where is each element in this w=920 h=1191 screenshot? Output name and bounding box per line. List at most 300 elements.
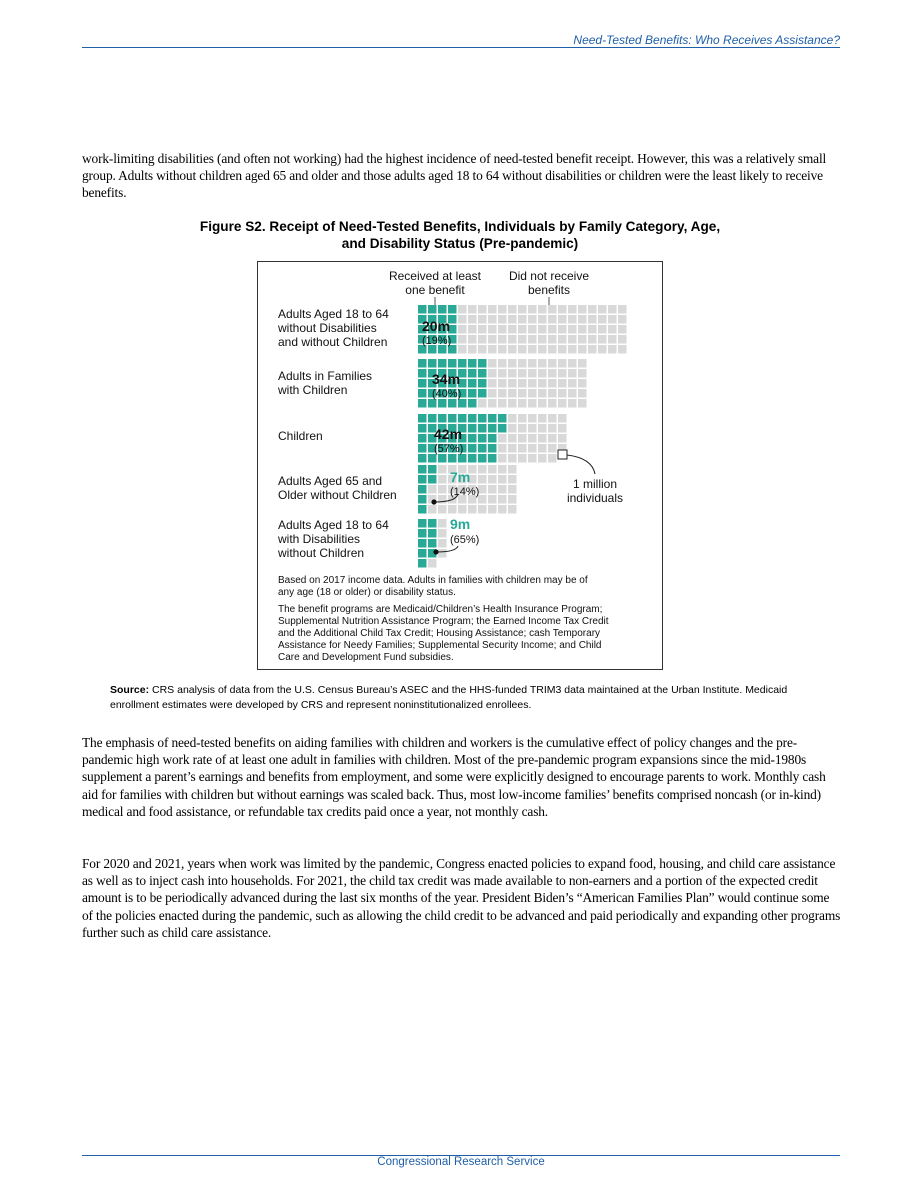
legend-callout-line bbox=[567, 455, 595, 474]
square-not-received bbox=[468, 345, 477, 354]
square-not-received bbox=[508, 485, 517, 494]
square-not-received bbox=[538, 424, 547, 433]
square-received bbox=[448, 399, 457, 408]
square-not-received bbox=[538, 325, 547, 334]
square-received bbox=[498, 414, 507, 423]
leader-dot-3 bbox=[431, 499, 436, 504]
square-not-received bbox=[438, 485, 447, 494]
square-not-received bbox=[508, 434, 517, 443]
square-not-received bbox=[618, 315, 627, 324]
value-label-3: 7m bbox=[450, 469, 471, 485]
square-not-received bbox=[548, 379, 557, 388]
square-received bbox=[418, 305, 427, 314]
square-received bbox=[418, 505, 427, 514]
square-not-received bbox=[498, 495, 507, 504]
square-not-received bbox=[538, 389, 547, 398]
square-not-received bbox=[478, 399, 487, 408]
square-received bbox=[438, 454, 447, 463]
square-not-received bbox=[468, 335, 477, 344]
square-received bbox=[428, 465, 437, 474]
share-label-1: (40%) bbox=[432, 388, 462, 400]
square-not-received bbox=[558, 389, 567, 398]
square-not-received bbox=[538, 369, 547, 378]
square-received bbox=[438, 305, 447, 314]
square-not-received bbox=[458, 325, 467, 334]
square-not-received bbox=[488, 485, 497, 494]
square-not-received bbox=[578, 359, 587, 368]
square-received bbox=[478, 379, 487, 388]
category-label-3-line-0: Adults Aged 65 and bbox=[278, 474, 383, 488]
square-received bbox=[418, 434, 427, 443]
square-not-received bbox=[548, 424, 557, 433]
square-received bbox=[418, 519, 427, 528]
square-not-received bbox=[598, 305, 607, 314]
category-label-4-line-2: without Children bbox=[278, 546, 365, 560]
square-not-received bbox=[568, 369, 577, 378]
square-not-received bbox=[588, 325, 597, 334]
square-not-received bbox=[538, 315, 547, 324]
square-not-received bbox=[478, 475, 487, 484]
programs-note-line-0: The benefit programs are Medicaid/Children’s Health Insurance Program; bbox=[278, 604, 603, 615]
square-not-received bbox=[538, 305, 547, 314]
square-not-received bbox=[568, 345, 577, 354]
square-not-received bbox=[488, 505, 497, 514]
square-received bbox=[458, 414, 467, 423]
programs-note-line-2: and the Additional Child Tax Credit; Housing Assistance; cash Temporary bbox=[278, 628, 601, 639]
square-received bbox=[418, 379, 427, 388]
square-received bbox=[418, 399, 427, 408]
square-not-received bbox=[578, 379, 587, 388]
waffle-chart bbox=[258, 262, 664, 671]
square-received bbox=[458, 399, 467, 408]
square-received bbox=[418, 369, 427, 378]
square-received bbox=[438, 359, 447, 368]
category-label-2-line-0: Children bbox=[278, 429, 323, 443]
square-not-received bbox=[498, 434, 507, 443]
square-not-received bbox=[488, 379, 497, 388]
figure-title bbox=[120, 218, 800, 252]
legend-label-line-2: individuals bbox=[566, 491, 624, 505]
footer-text: Congressional Research Service bbox=[377, 1156, 545, 1168]
square-received bbox=[418, 414, 427, 423]
square-not-received bbox=[478, 305, 487, 314]
square-not-received bbox=[558, 399, 567, 408]
square-not-received bbox=[458, 315, 467, 324]
square-not-received bbox=[488, 305, 497, 314]
square-not-received bbox=[558, 359, 567, 368]
value-label-4: 9m bbox=[450, 516, 471, 532]
square-not-received bbox=[518, 335, 527, 344]
share-label-2: (57%) bbox=[434, 443, 464, 455]
category-label-4-line-1: with Disabilities bbox=[278, 532, 361, 546]
square-not-received bbox=[518, 424, 527, 433]
square-not-received bbox=[568, 325, 577, 334]
square-not-received bbox=[438, 539, 447, 548]
square-not-received bbox=[468, 505, 477, 514]
square-not-received bbox=[518, 305, 527, 314]
square-not-received bbox=[498, 335, 507, 344]
square-not-received bbox=[498, 379, 507, 388]
square-received bbox=[478, 414, 487, 423]
square-not-received bbox=[518, 434, 527, 443]
square-not-received bbox=[498, 475, 507, 484]
square-not-received bbox=[508, 505, 517, 514]
square-not-received bbox=[448, 505, 457, 514]
square-not-received bbox=[508, 414, 517, 423]
square-not-received bbox=[568, 315, 577, 324]
square-not-received bbox=[458, 505, 467, 514]
category-label-3-line-1: Older without Children bbox=[278, 488, 397, 502]
square-not-received bbox=[518, 399, 527, 408]
square-not-received bbox=[618, 345, 627, 354]
square-not-received bbox=[548, 305, 557, 314]
square-received bbox=[428, 359, 437, 368]
square-not-received bbox=[488, 345, 497, 354]
square-received bbox=[468, 369, 477, 378]
square-received bbox=[418, 359, 427, 368]
square-not-received bbox=[478, 315, 487, 324]
square-not-received bbox=[508, 399, 517, 408]
share-label-3: (14%) bbox=[450, 486, 480, 498]
leader-dot-4 bbox=[433, 549, 438, 554]
square-not-received bbox=[568, 389, 577, 398]
square-not-received bbox=[428, 559, 437, 568]
square-not-received bbox=[548, 345, 557, 354]
square-not-received bbox=[508, 495, 517, 504]
square-received bbox=[468, 454, 477, 463]
square-not-received bbox=[558, 335, 567, 344]
square-received bbox=[478, 424, 487, 433]
square-not-received bbox=[548, 359, 557, 368]
square-received bbox=[418, 485, 427, 494]
square-not-received bbox=[528, 399, 537, 408]
square-not-received bbox=[478, 335, 487, 344]
square-not-received bbox=[438, 529, 447, 538]
value-label-2: 42m bbox=[434, 426, 463, 442]
square-not-received bbox=[578, 315, 587, 324]
square-not-received bbox=[558, 379, 567, 388]
square-not-received bbox=[488, 315, 497, 324]
square-not-received bbox=[518, 369, 527, 378]
share-label-4: (65%) bbox=[450, 534, 480, 546]
square-received bbox=[468, 359, 477, 368]
square-not-received bbox=[518, 325, 527, 334]
square-not-received bbox=[498, 315, 507, 324]
square-not-received bbox=[608, 315, 617, 324]
share-label-0: (19%) bbox=[422, 335, 452, 347]
square-not-received bbox=[488, 475, 497, 484]
square-not-received bbox=[508, 345, 517, 354]
square-received bbox=[478, 359, 487, 368]
square-not-received bbox=[548, 434, 557, 443]
square-not-received bbox=[568, 335, 577, 344]
square-not-received bbox=[528, 444, 537, 453]
square-not-received bbox=[548, 335, 557, 344]
square-received bbox=[468, 414, 477, 423]
square-not-received bbox=[578, 389, 587, 398]
square-not-received bbox=[438, 465, 447, 474]
source-text: CRS analysis of data from the U.S. Census Bureau’s ASEC and the HHS-funded TRIM3 data maintained at the Urban Institute. Medicaid enrollment estimates were developed by CRS and represent noninstitutionalized enrollees. bbox=[110, 684, 788, 711]
square-not-received bbox=[458, 335, 467, 344]
square-received bbox=[428, 475, 437, 484]
square-not-received bbox=[508, 454, 517, 463]
square-not-received bbox=[548, 444, 557, 453]
square-received bbox=[428, 454, 437, 463]
square-not-received bbox=[508, 315, 517, 324]
square-not-received bbox=[518, 315, 527, 324]
square-received bbox=[418, 424, 427, 433]
chart-note-line-1: any age (18 or older) or disability status. bbox=[278, 587, 456, 598]
square-not-received bbox=[478, 505, 487, 514]
square-not-received bbox=[538, 345, 547, 354]
square-received bbox=[478, 369, 487, 378]
square-not-received bbox=[468, 325, 477, 334]
square-not-received bbox=[518, 379, 527, 388]
square-not-received bbox=[558, 369, 567, 378]
square-received bbox=[428, 529, 437, 538]
square-not-received bbox=[438, 519, 447, 528]
square-not-received bbox=[598, 315, 607, 324]
square-received bbox=[448, 454, 457, 463]
square-not-received bbox=[588, 345, 597, 354]
square-not-received bbox=[508, 465, 517, 474]
square-not-received bbox=[578, 335, 587, 344]
category-label-0-line-0: Adults Aged 18 to 64 bbox=[278, 307, 389, 321]
square-not-received bbox=[518, 414, 527, 423]
square-not-received bbox=[508, 305, 517, 314]
square-not-received bbox=[488, 495, 497, 504]
square-not-received bbox=[568, 359, 577, 368]
square-not-received bbox=[498, 399, 507, 408]
square-not-received bbox=[588, 315, 597, 324]
square-not-received bbox=[538, 454, 547, 463]
square-not-received bbox=[508, 424, 517, 433]
square-not-received bbox=[578, 305, 587, 314]
square-not-received bbox=[518, 454, 527, 463]
square-not-received bbox=[618, 335, 627, 344]
square-not-received bbox=[528, 315, 537, 324]
square-not-received bbox=[548, 325, 557, 334]
square-not-received bbox=[488, 325, 497, 334]
source-note bbox=[110, 683, 810, 713]
square-not-received bbox=[548, 454, 557, 463]
square-not-received bbox=[488, 335, 497, 344]
square-not-received bbox=[578, 399, 587, 408]
square-not-received bbox=[458, 305, 467, 314]
square-not-received bbox=[508, 359, 517, 368]
square-received bbox=[418, 539, 427, 548]
square-not-received bbox=[578, 369, 587, 378]
square-received bbox=[448, 414, 457, 423]
square-received bbox=[418, 475, 427, 484]
square-not-received bbox=[528, 335, 537, 344]
square-not-received bbox=[608, 305, 617, 314]
header-not-received-line-1: Did not receive bbox=[508, 269, 590, 283]
square-not-received bbox=[548, 369, 557, 378]
square-not-received bbox=[438, 505, 447, 514]
square-not-received bbox=[458, 345, 467, 354]
square-received bbox=[468, 379, 477, 388]
header-not-received-line-2: benefits bbox=[527, 283, 571, 297]
square-not-received bbox=[608, 345, 617, 354]
square-not-received bbox=[528, 359, 537, 368]
square-received bbox=[428, 519, 437, 528]
square-not-received bbox=[488, 399, 497, 408]
square-received bbox=[428, 305, 437, 314]
square-not-received bbox=[438, 549, 447, 558]
square-received bbox=[478, 389, 487, 398]
square-not-received bbox=[558, 424, 567, 433]
square-not-received bbox=[598, 345, 607, 354]
square-not-received bbox=[508, 444, 517, 453]
square-received bbox=[428, 414, 437, 423]
square-not-received bbox=[498, 444, 507, 453]
square-received bbox=[468, 424, 477, 433]
square-not-received bbox=[618, 305, 627, 314]
square-received bbox=[488, 424, 497, 433]
square-not-received bbox=[468, 315, 477, 324]
category-label-0-line-2: and without Children bbox=[278, 335, 388, 349]
square-not-received bbox=[508, 325, 517, 334]
square-not-received bbox=[538, 444, 547, 453]
square-not-received bbox=[498, 305, 507, 314]
square-not-received bbox=[478, 465, 487, 474]
square-received bbox=[418, 529, 427, 538]
legend-square bbox=[558, 450, 567, 459]
square-received bbox=[478, 444, 487, 453]
square-received bbox=[468, 389, 477, 398]
square-not-received bbox=[618, 325, 627, 334]
square-received bbox=[418, 444, 427, 453]
square-received bbox=[448, 305, 457, 314]
square-not-received bbox=[428, 505, 437, 514]
square-not-received bbox=[498, 389, 507, 398]
square-not-received bbox=[518, 389, 527, 398]
square-not-received bbox=[558, 414, 567, 423]
square-not-received bbox=[568, 305, 577, 314]
value-label-0: 20m bbox=[422, 318, 451, 334]
square-not-received bbox=[498, 454, 507, 463]
square-not-received bbox=[528, 369, 537, 378]
square-not-received bbox=[548, 414, 557, 423]
square-received bbox=[478, 434, 487, 443]
square-not-received bbox=[528, 379, 537, 388]
square-received bbox=[458, 454, 467, 463]
square-received bbox=[478, 454, 487, 463]
square-received bbox=[418, 465, 427, 474]
value-label-1: 34m bbox=[432, 371, 461, 387]
square-received bbox=[468, 399, 477, 408]
square-not-received bbox=[558, 345, 567, 354]
square-not-received bbox=[558, 315, 567, 324]
square-not-received bbox=[528, 325, 537, 334]
square-not-received bbox=[428, 485, 437, 494]
square-not-received bbox=[528, 434, 537, 443]
square-not-received bbox=[528, 345, 537, 354]
square-not-received bbox=[538, 359, 547, 368]
category-label-1-line-1: with Children bbox=[278, 383, 348, 397]
square-not-received bbox=[508, 389, 517, 398]
square-not-received bbox=[528, 414, 537, 423]
square-received bbox=[418, 389, 427, 398]
square-not-received bbox=[528, 389, 537, 398]
programs-note-line-4: Care and Development Fund subsidies. bbox=[278, 652, 454, 663]
square-received bbox=[468, 434, 477, 443]
category-label-0-line-1: without Disabilities bbox=[278, 321, 377, 335]
square-not-received bbox=[528, 454, 537, 463]
square-received bbox=[448, 359, 457, 368]
square-not-received bbox=[518, 345, 527, 354]
square-not-received bbox=[518, 359, 527, 368]
square-not-received bbox=[588, 335, 597, 344]
square-not-received bbox=[578, 345, 587, 354]
square-not-received bbox=[438, 475, 447, 484]
square-not-received bbox=[498, 345, 507, 354]
square-received bbox=[488, 444, 497, 453]
square-received bbox=[488, 454, 497, 463]
square-not-received bbox=[508, 369, 517, 378]
square-received bbox=[498, 424, 507, 433]
square-not-received bbox=[488, 369, 497, 378]
square-not-received bbox=[528, 305, 537, 314]
header-rule bbox=[82, 47, 840, 48]
body-paragraph-1: The emphasis of need-tested benefits on aiding families with children and workers is the cumulative effect of policy changes and the pre-pandemic high work rate of at least one adult in families with children. Most of the pre-pandemic program expansions since the mid-1980s supplement a parent’s earnings and benefits from employment, and some were explicitly designed to encourage parents to work. Monthly cash aid for families with children but without earnings was scaled back. Thus, most low-income families’ benefits comprised noncash (or in-kind) medical and food assistance, or refundable tax credits paid once a year, not monthly cash. bbox=[82, 735, 826, 819]
square-not-received bbox=[538, 434, 547, 443]
running-header: Need-Tested Benefits: Who Receives Assistance? bbox=[573, 33, 840, 47]
square-received bbox=[438, 399, 447, 408]
square-received bbox=[418, 454, 427, 463]
square-not-received bbox=[558, 434, 567, 443]
square-not-received bbox=[608, 335, 617, 344]
square-received bbox=[468, 444, 477, 453]
square-not-received bbox=[568, 399, 577, 408]
category-label-1-line-0: Adults in Families bbox=[278, 369, 373, 383]
square-not-received bbox=[488, 389, 497, 398]
square-received bbox=[458, 359, 467, 368]
square-not-received bbox=[578, 325, 587, 334]
square-not-received bbox=[478, 345, 487, 354]
square-not-received bbox=[538, 414, 547, 423]
square-not-received bbox=[508, 379, 517, 388]
square-received bbox=[418, 549, 427, 558]
square-not-received bbox=[498, 359, 507, 368]
square-received bbox=[488, 434, 497, 443]
chart-note-line-0: Based on 2017 income data. Adults in families with children may be of bbox=[278, 575, 588, 586]
body-paragraph-2: For 2020 and 2021, years when work was limited by the pandemic, Congress enacted policies to expand food, housing, and child care assistance as well as to inject cash into households. For 2021, the child tax credit was made available to non-earners and a portion of the expected credit amount is to be periodically advanced during the last six months of the year. President Biden’s “American Families Plan” would continue some of the policies enacted during the pandemic, such as allowing the child credit to be advanced and paid periodically and expanding other programs further such as child care assistance. bbox=[82, 856, 841, 940]
programs-note-line-3: Assistance for Needy Families; Supplemental Security Income; and Child bbox=[278, 640, 602, 651]
figure-frame bbox=[257, 261, 663, 670]
header-received-line-1: Received at least bbox=[388, 269, 482, 283]
square-not-received bbox=[488, 465, 497, 474]
square-not-received bbox=[538, 335, 547, 344]
square-not-received bbox=[548, 399, 557, 408]
source-label: Source: bbox=[110, 684, 150, 696]
square-not-received bbox=[498, 369, 507, 378]
square-not-received bbox=[538, 379, 547, 388]
intro-paragraph: work-limiting disabilities (and often not working) had the highest incidence of need-tested benefit receipt. However, this was a relatively small group. Adults without children aged 65 and older and those adults aged 18 to 64 without disabilities or children were the least likely to receive benefits. bbox=[82, 151, 827, 201]
legend-label-line-1: 1 million bbox=[572, 477, 618, 491]
square-not-received bbox=[518, 444, 527, 453]
square-not-received bbox=[498, 505, 507, 514]
square-not-received bbox=[468, 305, 477, 314]
square-not-received bbox=[488, 359, 497, 368]
square-not-received bbox=[558, 325, 567, 334]
square-not-received bbox=[498, 465, 507, 474]
square-not-received bbox=[498, 485, 507, 494]
figure-title-line-1: Figure S2. Receipt of Need-Tested Benefits, Individuals by Family Category, Age, bbox=[199, 219, 721, 234]
square-not-received bbox=[508, 475, 517, 484]
programs-note-line-1: Supplemental Nutrition Assistance Program; the Earned Income Tax Credit bbox=[278, 616, 609, 627]
